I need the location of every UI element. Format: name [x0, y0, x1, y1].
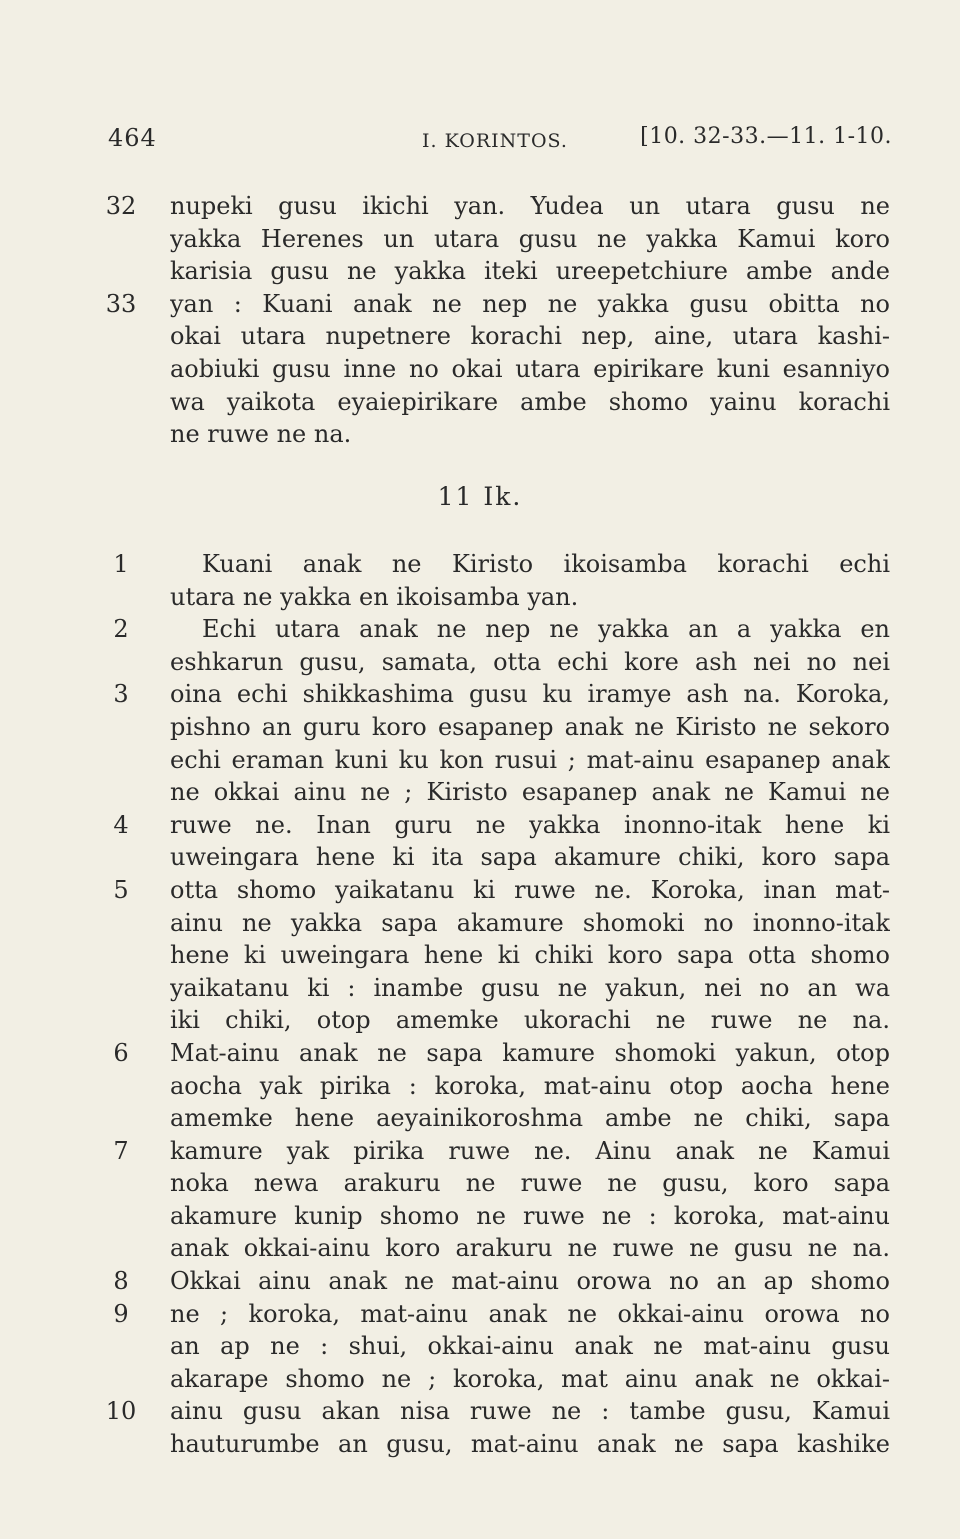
text-line — [0, 190, 960, 223]
line-text: Echi utara anak ne nep ne yakka an a yakka en — [202, 615, 890, 644]
text-line — [0, 613, 960, 646]
line-text: Okkai ainu anak ne mat-ainu orowa no an ap shomo — [170, 1267, 890, 1296]
verse-number: 4 — [113, 810, 129, 839]
line-text: eshkarun gusu, samata, otta echi kore ash nei no nei — [170, 647, 890, 676]
line-text: ainu gusu akan nisa ruwe ne : tambe gusu, Kamui — [170, 1397, 890, 1426]
text-line — [0, 1102, 960, 1135]
running-title: I. KORINTOS. — [422, 130, 568, 152]
text-line — [0, 548, 960, 581]
text-line — [0, 1167, 960, 1200]
line-text: karisia gusu ne yakka iteki ureepetchiure ambe ande — [170, 257, 890, 286]
text-line — [0, 255, 960, 288]
verse-number: 6 — [113, 1038, 129, 1067]
verse-number: 7 — [113, 1136, 129, 1165]
text-line — [0, 1363, 960, 1396]
text-line — [0, 1428, 960, 1461]
line-text: hauturumbe an gusu, mat-ainu anak ne sapa kashike — [170, 1430, 890, 1459]
page-header — [0, 124, 960, 160]
line-text: otta shomo yaikatanu ki ruwe ne. Koroka, inan mat- — [170, 875, 890, 904]
text-line — [0, 1395, 960, 1428]
line-text: wa yaikota eyaiepirikare ambe shomo yainu korachi — [170, 387, 890, 416]
chapter-heading: 11 Ik. — [437, 482, 523, 511]
text-line — [0, 1070, 960, 1103]
text-line — [0, 972, 960, 1005]
text-line — [0, 288, 960, 321]
line-text: ruwe ne. Inan guru ne yakka inonno-itak hene ki — [170, 810, 890, 839]
line-text: uweingara hene ki ita sapa akamure chiki, koro sapa — [170, 843, 890, 872]
text-line — [0, 581, 960, 614]
text-line — [0, 939, 960, 972]
text-line — [0, 678, 960, 711]
text-line — [0, 223, 960, 256]
text-block-main — [0, 548, 960, 1461]
text-line — [0, 1200, 960, 1233]
verse-number: 3 — [113, 680, 129, 709]
text-line — [0, 809, 960, 842]
text-line — [0, 711, 960, 744]
line-text: akarape shomo ne ; koroka, mat ainu anak ne okkai- — [170, 1364, 890, 1393]
verse-number: 32 — [105, 192, 137, 220]
line-text: amemke hene aeyainikoroshma ambe ne chiki, sapa — [170, 1104, 890, 1133]
line-text: an ap ne : shui, okkai-ainu anak ne mat-ainu gusu — [170, 1332, 890, 1361]
verse-number: 33 — [105, 289, 137, 318]
line-text: nupeki gusu ikichi yan. Yudea un utara gusu ne — [170, 192, 890, 220]
text-line — [0, 841, 960, 874]
text-line — [0, 353, 960, 386]
line-text: noka newa arakuru ne ruwe ne gusu, koro sapa — [170, 1169, 890, 1198]
verse-number: 5 — [113, 875, 129, 904]
text-line — [0, 418, 960, 451]
text-line — [0, 1298, 960, 1331]
line-text: aobiuki gusu inne no okai utara epirikare kuni esanniyo — [170, 354, 890, 383]
text-line — [0, 646, 960, 679]
verse-number: 10 — [105, 1397, 137, 1426]
line-text: ne ruwe ne na. — [170, 420, 352, 449]
text-line — [0, 320, 960, 353]
line-text: akamure kunip shomo ne ruwe ne : koroka, mat-ainu — [170, 1201, 890, 1230]
line-text: aocha yak pirika : koroka, mat-ainu otop aocha hene — [170, 1071, 890, 1100]
line-text: echi eraman kuni ku kon rusui ; mat-ainu esapanep anak — [170, 745, 890, 774]
text-line — [0, 744, 960, 777]
text-line — [0, 874, 960, 907]
line-text: yaikatanu ki : inambe gusu ne yakun, nei no an wa — [170, 973, 890, 1002]
line-text: Mat-ainu anak ne sapa kamure shomoki yakun, otop — [170, 1038, 890, 1067]
verse-number: 1 — [113, 550, 129, 578]
line-text: ne okkai ainu ne ; Kiristo esapanep anak ne Kamui ne — [170, 778, 890, 807]
text-line — [0, 1330, 960, 1363]
verse-number: 2 — [113, 615, 129, 644]
text-line — [0, 1037, 960, 1070]
line-text: okai utara nupetnere korachi nep, aine, utara kashi- — [170, 322, 890, 351]
text-block-top — [0, 190, 960, 451]
verse-range: [10. 32-33.—11. 1-10. — [640, 124, 892, 149]
verse-number: 9 — [113, 1299, 129, 1328]
line-text: yan : Kuani anak ne nep ne yakka gusu obitta no — [170, 289, 890, 318]
text-line — [0, 907, 960, 940]
line-text: iki chiki, otop amemke ukorachi ne ruwe ne na. — [170, 1006, 890, 1035]
line-text: anak okkai-ainu koro arakuru ne ruwe ne gusu ne na. — [170, 1234, 890, 1263]
text-line — [0, 776, 960, 809]
line-text: hene ki uweingara hene ki chiki koro sapa otta shomo — [170, 941, 890, 970]
line-text: utara ne yakka en ikoisamba yan. — [170, 582, 579, 611]
line-text: oina echi shikkashima gusu ku iramye ash na. Koroka, — [170, 680, 890, 709]
text-line — [0, 1004, 960, 1037]
line-text: Kuani anak ne Kiristo ikoisamba korachi echi — [202, 550, 890, 578]
line-text: kamure yak pirika ruwe ne. Ainu anak ne Kamui — [170, 1136, 890, 1165]
line-text: ainu ne yakka sapa akamure shomoki no inonno-itak — [170, 908, 890, 937]
line-text: yakka Herenes un utara gusu ne yakka Kamui koro — [170, 224, 890, 253]
line-text: ne ; koroka, mat-ainu anak ne okkai-ainu orowa no — [170, 1299, 890, 1328]
verse-number: 8 — [113, 1267, 129, 1296]
line-text: pishno an guru koro esapanep anak ne Kiristo ne sekoro — [170, 712, 890, 741]
text-line — [0, 386, 960, 419]
text-line — [0, 1265, 960, 1298]
text-line — [0, 1232, 960, 1265]
page-number: 464 — [108, 124, 157, 152]
text-line — [0, 1135, 960, 1168]
